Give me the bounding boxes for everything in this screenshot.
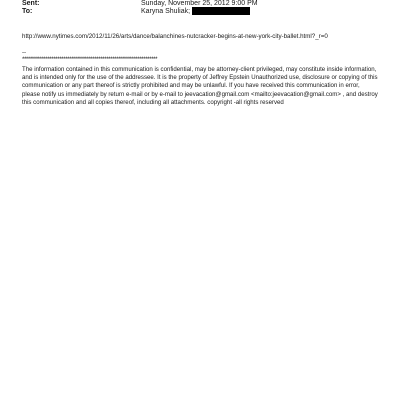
confidentiality-notice: The information contained in this communication is confidential, may be attorney-client privileged, may constitute inside information, and is intended only for the use of the addressee. It is the property of Jeffrey Epstein Unauthorized use, disclosure or copying of this communication or any part thereof is strictly prohibited and may be unlawful. If you have received this communication in error, please notify us immediately by return e-mail or by e-mail to jeevacation@gmail.com <mailto:jeevacation@gmail.com> , and destroy this communication and all copies thereof, including all attachments. copyright -all rights reserved [22,66,378,106]
signature-separator: -- [22,49,27,56]
to-label: To: [22,8,33,15]
to-value: Karyna Shuliak; [141,8,191,15]
sent-label: Sent: [22,0,40,7]
to-value-wrap [141,7,250,16]
redaction-box [192,7,250,15]
article-link[interactable]: http://www.nytimes.com/2012/11/26/arts/dance/balanchines-nutcracker-begins-at-new-york-city-ballet.html?_r=0 [22,33,328,40]
asterisk-divider: ********************************************************************* [22,56,158,63]
sent-value: Sunday, November 25, 2012 9:00 PM [141,0,258,7]
